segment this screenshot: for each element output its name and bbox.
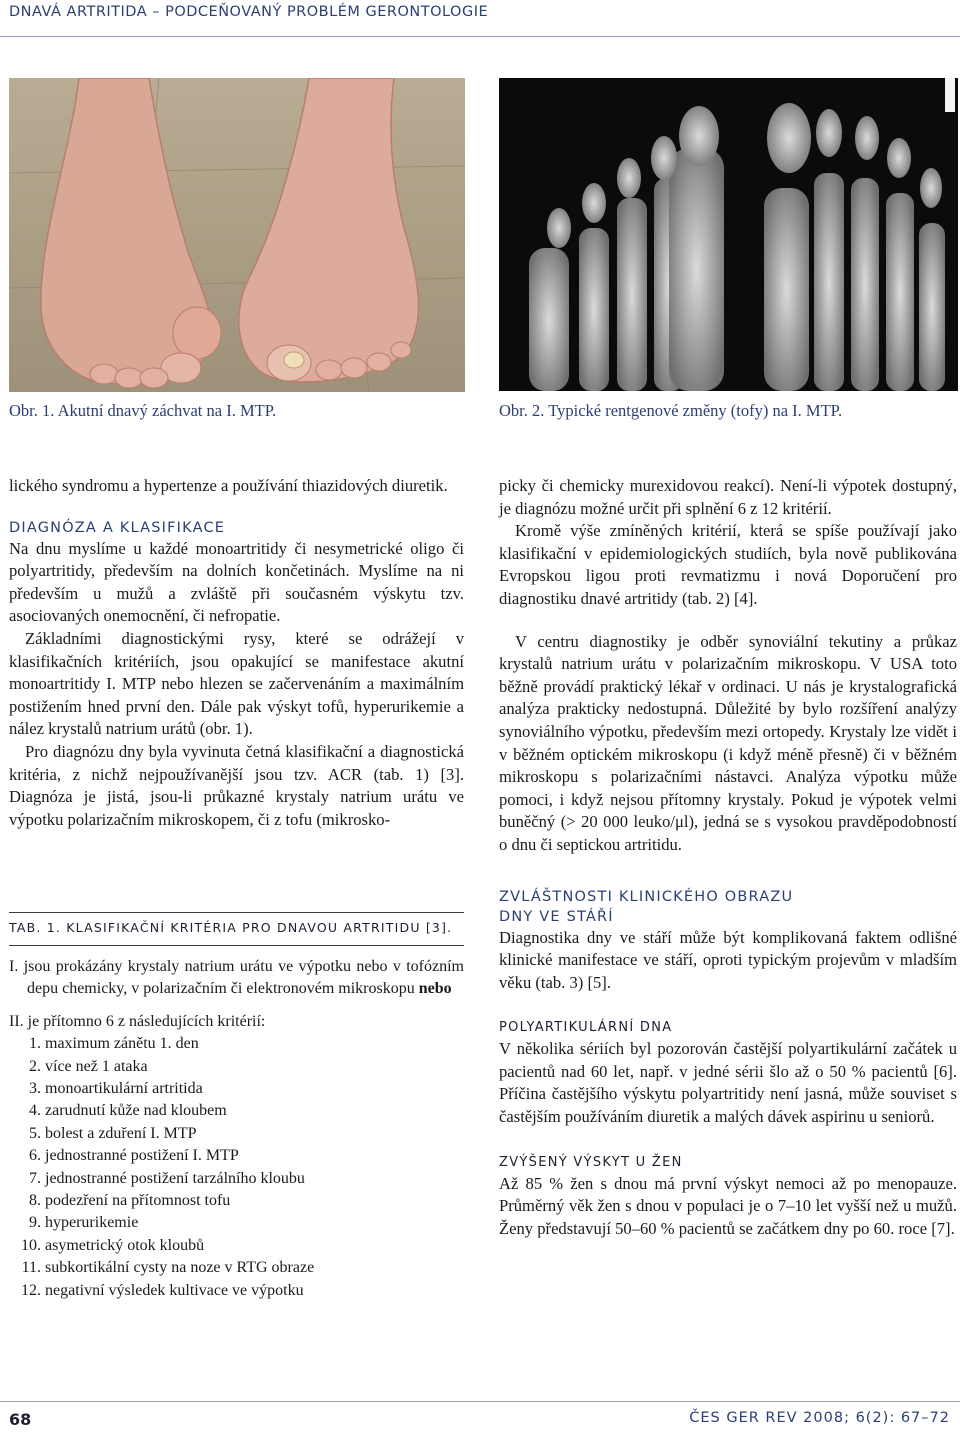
- criteria-text: zarudnutí kůže nad kloubem: [45, 1102, 227, 1120]
- figure-1-caption: Obr. 1. Akutní dnavý záchvat na I. MTP.: [9, 401, 277, 420]
- paragraph: picky či chemicky murexidovou reakcí). Není-li výpotek dostupný, je diagnózu možné určit při splnění 6 z 12 kritérií.: [499, 476, 957, 518]
- criteria-item: [9, 1123, 464, 1145]
- criteria-text: bolest a zduření I. MTP: [45, 1124, 197, 1142]
- table-body: [9, 956, 464, 1302]
- criteria-item: [9, 1145, 464, 1167]
- paragraph: V několika sériích byl pozorován častější polyartikulární začátek u pacientů nad 60 let, např. v jedné sérii šlo až o 50 % pacientů [6]. Příčina častějšího výskytu polyartritidy není jasná, může souviset s častějším používáním diuretik a malých dávek aspirinu u seniorů.: [499, 1039, 957, 1127]
- figure-2-xray-image: [499, 78, 958, 391]
- paragraph: Diagnostika dny ve stáří může být komplikovaná faktem odlišné klinické manifestace ve stáří, oproti typickým projevům v mladším věku (tab. 3) [5].: [499, 927, 957, 992]
- criteria-list: [9, 1033, 464, 1302]
- criteria-number: 8.: [29, 1192, 41, 1210]
- table-part-1: I. jsou prokázány krystaly natrium urátu ve výpotku nebo v tofózním depu chemicky, v polarizačním či elektronovém mikroskopu nebo: [9, 958, 464, 998]
- subheading-polyartikularni: POLYARTIKULÁRNÍ DNA: [499, 1020, 673, 1036]
- criteria-item: [9, 1257, 464, 1279]
- footer-rule: [0, 1401, 960, 1402]
- criteria-item: [9, 1100, 464, 1122]
- criteria-number: 5.: [29, 1124, 41, 1142]
- criteria-item: [9, 1168, 464, 1190]
- header-rule: [0, 36, 960, 37]
- criteria-text: maximum zánětu 1. den: [45, 1035, 199, 1053]
- intro-paragraph: lického syndromu a hypertenze a používání thiazidových diuretik.: [9, 476, 448, 495]
- feet-illustration: [9, 78, 465, 392]
- table-1: [9, 912, 464, 1302]
- paragraph: Až 85 % žen s dnou má první výskyt nemoci až po menopauze. Průměrný věk žen s dnou v populaci je o 7–10 let vyšší než u mužů. Ženy představují 50–60 % pacientů se začátkem dny po 60. roce [7].: [499, 1173, 957, 1238]
- journal-citation: ČES GER REV 2008; 6(2): 67–72: [689, 1410, 950, 1426]
- right-column: [499, 475, 957, 1240]
- criteria-item: [9, 1190, 464, 1212]
- criteria-text: asymetrický otok kloubů: [45, 1236, 205, 1254]
- criteria-number: 3.: [29, 1080, 41, 1098]
- criteria-text: jednostranné postižení tarzálního kloubu: [45, 1169, 305, 1187]
- criteria-item: [9, 1212, 464, 1234]
- criteria-item: [9, 1056, 464, 1078]
- criteria-number: 11.: [21, 1259, 41, 1277]
- criteria-text: subkortikální cysty na noze v RTG obraze: [45, 1259, 315, 1277]
- criteria-text: jednostranné postižení I. MTP: [45, 1147, 239, 1165]
- bold-conjunction: nebo: [418, 980, 452, 998]
- table-part-2: II. je přítomno 6 z následujících kritérií:: [9, 1012, 266, 1030]
- criteria-text: hyperurikemie: [45, 1214, 139, 1232]
- criteria-number: 10.: [21, 1236, 41, 1254]
- page-number: 68: [9, 1410, 32, 1429]
- paragraph: V centru diagnostiky je odběr synoviální tekutiny a průkaz krystalů natrium urátu v polarizačním mikroskopu. V USA toto běžně provádí praktický lékař v ordinaci. U nás je krystalografická analýza prakticky nedostupná. Důležité by bylo rozšíření analýzy synoviálního výpotku, především mezi ortopedy. Krystaly lze vidět i v běžném optickém mikroskopu (i když méně přesně) či v běžném mikroskopu s polarizačními nástavci. Analýza výpotku může pomoci, i když nejsou přítomny krystaly. Pokud je výpotek velmi buněčný (> 20 000 leuko/μl), jedná se s vysokou pravděpodobností o dnu či septickou artritidu.: [499, 631, 957, 854]
- running-title: DNAVÁ ARTRITIDA – PODCEŇOVANÝ PROBLÉM GERONTOLOGIE: [9, 4, 489, 20]
- criteria-number: 7.: [29, 1169, 41, 1187]
- criteria-item: [9, 1033, 464, 1055]
- table-top-rule: [9, 912, 464, 913]
- table-title-rule: [9, 945, 464, 946]
- criteria-text: více než 1 ataka: [45, 1057, 148, 1075]
- left-column: [9, 475, 464, 831]
- criteria-text: monoartikulární artritida: [45, 1080, 203, 1098]
- criteria-number: 6.: [29, 1147, 41, 1165]
- criteria-number: 1.: [29, 1035, 41, 1053]
- criteria-item: [9, 1280, 464, 1302]
- criteria-number: 9.: [29, 1214, 41, 1232]
- section-heading-diagnoza: DIAGNÓZA A KLASIFIKACE: [9, 519, 226, 536]
- paragraph: Základními diagnostickými rysy, které se odrážejí v klasifikačních kritériích, jsou opakující se manifestace akutní monoartritidy I. MTP nebo hlezen se začervenáním a maximálním postižením hned první den. Dále pak výskyt tofů, hyperurikemie a nález krystalů natrium urátů (obr. 1).: [9, 628, 464, 739]
- section-heading-zvlastnosti-line1: ZVLÁŠTNOSTI KLINICKÉHO OBRAZU: [499, 888, 794, 905]
- criteria-number: 12.: [21, 1281, 41, 1299]
- criteria-text: negativní výsledek kultivace ve výpotku: [45, 1281, 304, 1299]
- criteria-item: [9, 1235, 464, 1257]
- section-heading-zvlastnosti-line2: DNY VE STÁŘÍ: [499, 908, 614, 925]
- criteria-text: podezření na přítomnost tofu: [45, 1192, 231, 1210]
- xray-illustration: [499, 78, 958, 391]
- paragraph: Pro diagnózu dny byla vyvinuta četná klasifikační a diagnostická kritéria, z nichž nejpoužívanější jsou tzv. ACR (tab. 1) [3]. Diagnóza je jistá, jsou-li průkazné krystaly natrium urátu ve výpotku polarizačním mikroskopem, či z tofu (mikrosko-: [9, 741, 464, 829]
- figure-2-caption: Obr. 2. Typické rentgenové změny (tofy) na I. MTP.: [499, 401, 843, 420]
- subheading-zvyseny-vyskyt: ZVÝŠENÝ VÝSKYT U ŽEN: [499, 1154, 683, 1170]
- figure-1-foot-photo: [9, 78, 465, 392]
- paragraph: Na dnu myslíme u každé monoartritidy či nesymetrické oligo či polyartritidy, především na dolních končetinách. Myslíme na ni především u mužů a zvláště při současném výskytu tzv. asociovaných onemocnění, či nefropatie.: [9, 538, 464, 626]
- criteria-number: 4.: [29, 1102, 41, 1120]
- table-title: TAB. 1. KLASIFIKAČNÍ KRITÉRIA PRO DNAVOU ARTRITIDU [3].: [9, 920, 453, 935]
- paragraph: Kromě výše zmíněných kritérií, která se spíše používají jako klasifikační v epidemiologických studiích, byla nově publikována Evropskou ligou proti revmatizmu i nová Doporučení pro diagnostiku dnavé artritidy (tab. 2) [4].: [499, 521, 957, 608]
- criteria-number: 2.: [29, 1057, 41, 1075]
- criteria-item: [9, 1078, 464, 1100]
